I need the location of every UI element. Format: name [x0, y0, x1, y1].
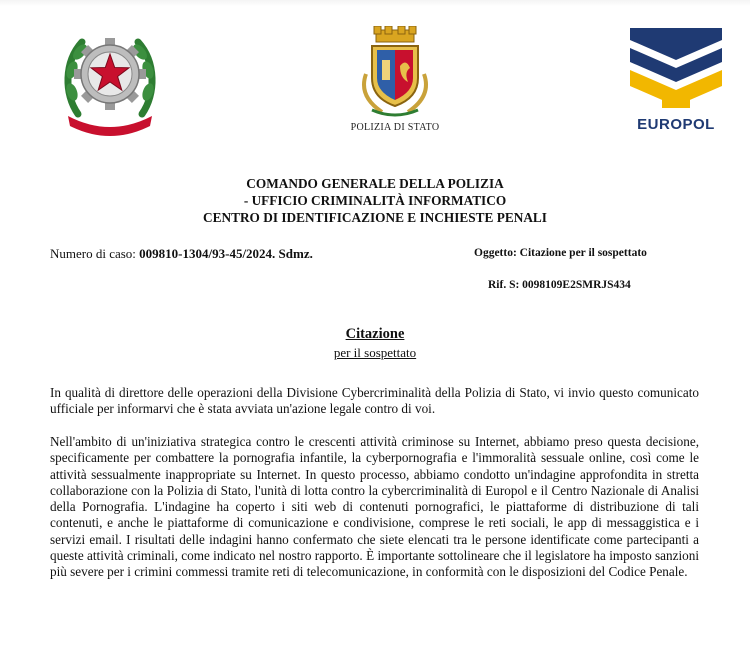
header-line-office: - UFFICIO CRIMINALITÀ INFORMATICO [243, 193, 507, 208]
header-line-command: COMANDO GENERALE DELLA POLIZIA [246, 176, 504, 191]
reference-line: Rif. S: 0098109E2SMRJS434 [488, 279, 631, 291]
body-paragraph-investigation: Nell'ambito di un'iniziativa strategica contro le crescenti attività criminose su Internet, abbiamo preso questa decisione, specificamente per combattere la pornografia infantile, la cyberpornografia e l'immoralità sessuale online, così come le attività sessualmente inappropriate su Internet. In questo processo, abbiamo condotto un'indagine approfondita in stretta collaborazione con la Polizia di Stato, l'unità di lotta contro la cybercriminalità di Europol e il Centro Nazionale di Analisi della Pornografia. L'indagine ha coperto i siti web di contenuti pornografici, le piattaforme di distribuzione di tali contenuti, e anche le piattaforme di comunicazione e condivisione, comprese le reti sociali, le app di messaggistica e i servizi email. I risultati delle indagini hanno confermato che siete elencati tra le persone identificate come partecipanti a queste attività criminali, come indicato nel nostro rapporto. È importante sottolineare che il legislatore ha imposto sanzioni più severe per i crimini commessi tramite reti di telecomunicazione, in conformità con le disposizioni del Codice Penale. [50, 434, 699, 580]
document-subtitle: per il sospettato [333, 345, 417, 360]
italian-republic-emblem [60, 22, 160, 137]
europol-logo [626, 24, 726, 136]
police-crest-icon [342, 26, 448, 118]
page-edge-shadow [0, 0, 750, 6]
subject-line: Oggetto: Citazione per il sospettato [474, 247, 647, 259]
italian-republic-emblem-icon [60, 22, 160, 137]
polizia-di-stato-logo [342, 26, 448, 136]
europol-logo-label: EUROPOL [637, 116, 715, 133]
header-line-center: CENTRO DI IDENTIFICAZIONE E INCHIESTE PENALI [203, 210, 547, 225]
europol-chevron-icon [626, 24, 726, 112]
police-logo-label: POLIZIA DI STATO [350, 122, 440, 133]
document-title: Citazione [345, 326, 405, 342]
document-header [0, 175, 750, 226]
case-number [50, 246, 313, 262]
case-number-value: 009810-1304/93-45/2024. Sdmz. [139, 246, 313, 261]
case-number-label: Numero di caso: [50, 246, 136, 261]
body-paragraph-intro: In qualità di direttore delle operazioni della Divisione Cybercriminalità della Polizia di Stato, vi invio questo comunicato ufficiale per informarvi che è stata avviata un'azione legale contro di voi. [50, 385, 699, 417]
